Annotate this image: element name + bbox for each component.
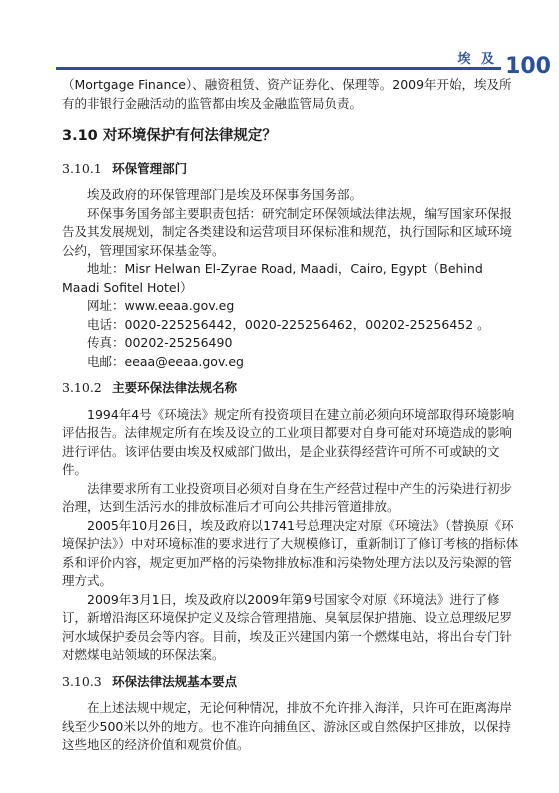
subsection-number: 3.10.1 [62, 160, 102, 176]
contact-phone: 电话：0020-225256442，0020-225256462，00202-25256452 。 [87, 316, 490, 332]
contact-address: 地址：Misr Helwan El-Zyrae Road, Maadi，Cairo, Egypt（Behind Maadi Sofitel Hotel） [62, 261, 483, 295]
paragraph: 1994年4号《环境法》规定所有投资项目在建立前必须向环境部取得环境影响评估报告。法律规定所有在埃及设立的工业项目都要对自身可能对环境造成的影响进行评估。该评估要由埃及权威部门做出，是企业获得经营许可所不可或缺的文件。 [62, 406, 515, 477]
contact-email: 电邮：eeaa@eeaa.gov.eg [87, 353, 244, 369]
subsection-title: 环保管理部门 [112, 160, 188, 176]
paragraph: 在上述法规中规定，无论何种情况，排放不允许排入海洋，只许可在距离海岸线至少500米以外的地方。也不准许向捕鱼区、游泳区或自然保护区排放，以保持这些地区的经济价值和观赏价值。 [62, 700, 513, 752]
paragraph: 埃及政府的环保管理部门是埃及环保事务国务部。 [87, 187, 363, 202]
subsection-heading-2 [62, 379, 519, 398]
paragraph: 环保事务国务部主要职责包括：研究制定环保领域法律法规，编写国家环保报告及其发展规划，制定各类建设和运营项目环保标准和规范，执行国际和区域环境公约，管理国家环保基金等。 [62, 205, 513, 258]
contact-fax: 传真：00202-25256490 [87, 335, 233, 350]
header-country: 埃 及 [457, 52, 497, 67]
continuation-paragraph: （Mortgage Finance）、融资租赁、资产证券化、保理等。2009年开始，埃及所有的非银行金融活动的监管都由埃及金融监管局负责。 [62, 77, 512, 111]
paragraph: 2009年3月1日，埃及政府以2009年第9号国家令对原《环境法》进行了修订，新增沿海区环境保护定义及综合管理措施、臭氧层保护措施、设立总理级尼罗河水域保护委员会等内容。目前，埃及正兴建国内第一个燃煤电站，将出台专门针对燃煤电站领域的环保法案。 [62, 591, 513, 662]
subsection-number: 3.10.3 [62, 673, 102, 689]
subsection-number: 3.10.2 [62, 380, 102, 395]
subsection-heading-1 [62, 160, 519, 179]
section-title: 3.10 对环境保护有何法律规定？ [62, 128, 277, 144]
subsection-title: 环保法律法规基本要点 [112, 673, 238, 689]
contact-website: 网址：www.eeaa.gov.eg [87, 298, 235, 313]
subsection-heading-3 [62, 673, 519, 692]
paragraph: 法律要求所有工业投资项目必须对自身在生产经营过程中产生的污染进行初步治理，达到生活污水的排放标准后才可向公共排污管道排放。 [62, 480, 513, 514]
header-rule [56, 67, 501, 70]
subsection-title: 主要环保法律法规名称 [112, 380, 238, 395]
paragraph: 2005年10月26日，埃及政府以1741号总理决定对原《环境法》（替换原《环境保护法》）中对环境标准的要求进行了大规模修订，重新制订了修订考核的指标体系和评价内容，规定更加严格的污染物排放标准和污染物处理方法以及污染源的管理方式。 [62, 517, 519, 588]
page-content [62, 76, 519, 755]
page-number: 100 [505, 54, 551, 79]
